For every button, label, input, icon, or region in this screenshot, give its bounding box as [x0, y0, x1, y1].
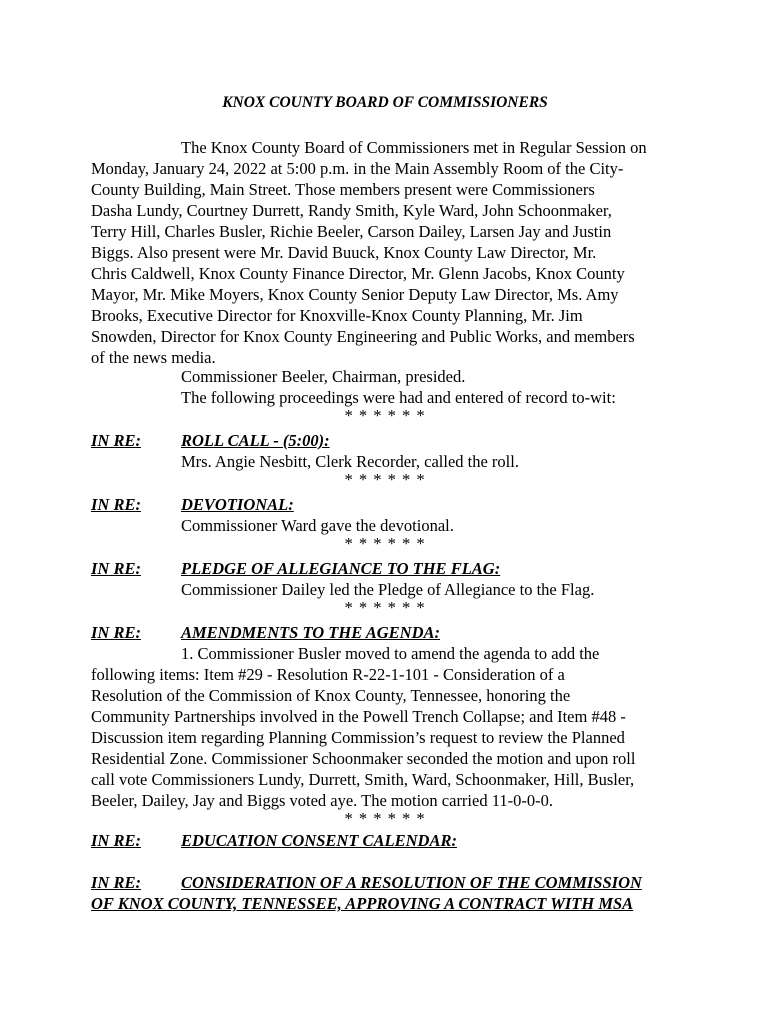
amendments-line: 1. Commissioner Busler moved to amend the agenda to add the: [181, 644, 600, 663]
in-re-label: IN RE:: [91, 495, 141, 514]
in-re-label: IN RE:: [91, 831, 141, 850]
intro-line: Terry Hill, Charles Busler, Richie Beeler, Carson Dailey, Larsen Jay and Justin: [91, 222, 612, 241]
amendments-line: Beeler, Dailey, Jay and Biggs voted aye. The motion carried 11-0-0-0.: [91, 791, 553, 810]
section-heading-pledge: PLEDGE OF ALLEGIANCE TO THE FLAG:: [181, 559, 501, 578]
intro-line: of the news media.: [91, 348, 216, 367]
amendments-line: call vote Commissioners Lundy, Durrett, Smith, Ward, Schoonmaker, Hill, Busler,: [91, 770, 635, 789]
presided-line: Commissioner Beeler, Chairman, presided.: [181, 367, 466, 386]
proceedings-line: The following proceedings were had and entered of record to-wit:: [181, 388, 616, 407]
separator: * * * * * *: [344, 534, 426, 553]
section-heading-resolution: CONSIDERATION OF A RESOLUTION OF THE COMMISSION: [181, 873, 642, 892]
section-heading-devotional: DEVOTIONAL:: [181, 495, 294, 514]
intro-line: County Building, Main Street. Those members present were Commissioners: [91, 180, 595, 199]
intro-line: Mayor, Mr. Mike Moyers, Knox County Senior Deputy Law Director, Ms. Amy: [91, 285, 619, 304]
separator: * * * * * *: [344, 406, 426, 425]
intro-line: Snowden, Director for Knox County Engineering and Public Works, and members: [91, 327, 635, 346]
intro-line: Monday, January 24, 2022 at 5:00 p.m. in the Main Assembly Room of the City-: [91, 159, 624, 178]
in-re-label: IN RE:: [91, 559, 141, 578]
section-heading-resolution-line2: OF KNOX COUNTY, TENNESSEE, APPROVING A CONTRACT WITH MSA: [91, 894, 634, 913]
section-body-devotional: Commissioner Ward gave the devotional.: [181, 516, 454, 535]
section-heading-education: EDUCATION CONSENT CALENDAR:: [181, 831, 457, 850]
amendments-line: Discussion item regarding Planning Commission’s request to review the Planned: [91, 728, 625, 747]
section-body-pledge: Commissioner Dailey led the Pledge of Allegiance to the Flag.: [181, 580, 595, 599]
amendments-line: following items: Item #29 - Resolution R-22-1-101 - Consideration of a: [91, 665, 565, 684]
amendments-line: Resolution of the Commission of Knox County, Tennessee, honoring the: [91, 686, 571, 705]
document-title: KNOX COUNTY BOARD OF COMMISSIONERS: [222, 94, 548, 111]
intro-line: Dasha Lundy, Courtney Durrett, Randy Smith, Kyle Ward, John Schoonmaker,: [91, 201, 612, 220]
section-heading-amendments: AMENDMENTS TO THE AGENDA:: [181, 623, 440, 642]
in-re-label: IN RE:: [91, 873, 141, 892]
intro-line: Chris Caldwell, Knox County Finance Director, Mr. Glenn Jacobs, Knox County: [91, 264, 625, 283]
in-re-label: IN RE:: [91, 431, 141, 450]
intro-line: Brooks, Executive Director for Knoxville-Knox County Planning, Mr. Jim: [91, 306, 583, 325]
separator: * * * * * *: [344, 470, 426, 489]
amendments-line: Community Partnerships involved in the Powell Trench Collapse; and Item #48 -: [91, 707, 626, 726]
intro-line: Biggs. Also present were Mr. David Buuck, Knox County Law Director, Mr.: [91, 243, 597, 262]
separator: * * * * * *: [344, 809, 426, 828]
intro-line: The Knox County Board of Commissioners met in Regular Session on: [181, 138, 647, 157]
in-re-label: IN RE:: [91, 623, 141, 642]
section-body-roll-call: Mrs. Angie Nesbitt, Clerk Recorder, called the roll.: [181, 452, 519, 471]
amendments-line: Residential Zone. Commissioner Schoonmaker seconded the motion and upon roll: [91, 749, 636, 768]
section-heading-roll-call: ROLL CALL - (5:00):: [181, 431, 330, 450]
separator: * * * * * *: [344, 598, 426, 617]
